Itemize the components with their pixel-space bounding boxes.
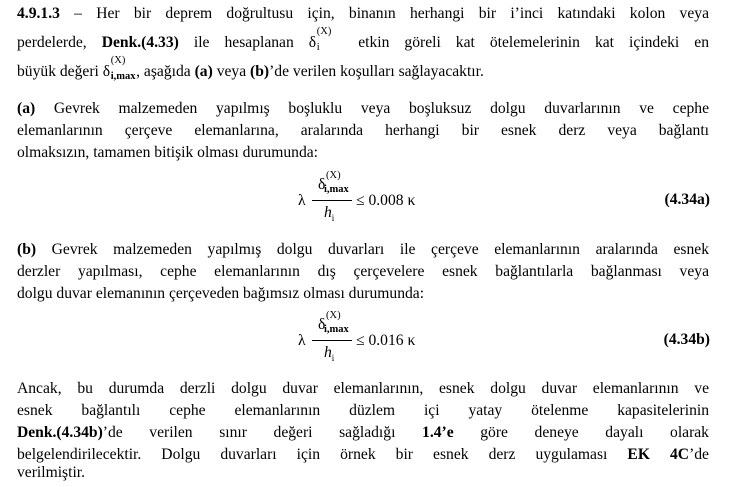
paragraph-2-line-2: elemanlarının çerçeve elemanlarına, aralarında herhangi bir esnek derz veya bağlantı (17, 122, 709, 139)
p2-l1b: Gevrek malzemeden yapılmış boşluklu veya boşluksuz dolgu duvarlarının ve cephe (53, 100, 710, 117)
ref-1-4: 1.4’e (422, 424, 454, 441)
p4-l4c: ’de (689, 446, 709, 463)
h-symbol: h (324, 204, 332, 221)
p3-l1b: Gevrek malzemeden yapılmış dolgu duvarları ile çerçeve elemanlarının aralarında esnek (51, 241, 709, 258)
delta-glyph: δ (318, 316, 326, 333)
fraction-numerator (312, 312, 354, 334)
equation-rhs: ≤ 0.008 κ (356, 192, 416, 209)
delta-superscript: (X) (110, 55, 126, 66)
item-b-label: (b) (17, 241, 37, 258)
h-symbol: h (324, 344, 332, 361)
paragraph-3-line-3: dolgu duvar elemanının çerçeveden bağımsız olması durumunda: (17, 285, 425, 302)
delta-subscript: i (316, 42, 320, 53)
section-number: 4.9.1.3 (17, 5, 60, 22)
paragraph-3-line-1 (17, 240, 709, 260)
delta-i-symbol (308, 26, 332, 53)
paragraph-4-line-5: verilmiştir. (17, 464, 86, 481)
p1-l2d: etkin göreli kat ötelemelerinin kat içindeki en (358, 34, 709, 51)
p1-l2c: ile hesaplanan (193, 34, 294, 51)
item-a-label: (a) (17, 100, 36, 117)
delta-glyph: δ (318, 176, 326, 193)
p1-l2a: perdelerde, (17, 34, 87, 51)
h-subscript: i (331, 213, 335, 224)
lambda-symbol: λ (298, 192, 306, 209)
paragraph-1-line-3 (17, 55, 484, 82)
h-subscript: i (331, 353, 335, 364)
fraction-bar (312, 200, 352, 201)
ref-b: (b) (250, 63, 270, 80)
paragraph-4-line-2: esnek bağlantılı cephe elemanlarının düzlem içi yatay ötelenme kapasitelerinin (17, 402, 709, 419)
paragraph-1-line-2 (17, 26, 709, 53)
p1-l3f: ’de verilen koşulları sağlayacaktır. (269, 63, 484, 80)
delta-superscript: (X) (326, 310, 341, 321)
equation-number-4-34a: (4.34a) (664, 191, 710, 208)
equation-number-4-34b: (4.34b) (663, 331, 710, 348)
ref-a: (a) (194, 63, 213, 80)
equation-4-34a (298, 170, 458, 228)
delta-glyph: δ (102, 63, 111, 80)
paragraph-4-line-4 (17, 445, 709, 465)
paragraph-2-line-1 (17, 99, 709, 119)
delta-subscript: i,max (324, 324, 349, 335)
fraction-numerator (312, 172, 354, 194)
equation-4-34b (298, 310, 458, 368)
delta-subscript: i,max (110, 71, 136, 82)
p1-l3b: , aşağıda (136, 63, 191, 80)
annex-ref-ek-4c: EK 4C (627, 446, 690, 463)
equation-rhs: ≤ 0.016 κ (356, 332, 416, 349)
p4-l4a: belgelendirilecektir. Dolgu duvarları için örnek bir esnek derz uygulaması (17, 446, 608, 463)
delta-superscript: (X) (326, 170, 341, 181)
paragraph-3-line-2: derzler yapılması, cephe elemanlarının dış çerçevelere esnek bağlantılarla bağlanması veya (17, 263, 709, 280)
paragraph-4-line-1: Ancak, bu durumda derzli dolgu duvar elemanlarının, esnek dolgu duvar elemanlarının ve (17, 380, 709, 397)
fraction-denominator (324, 344, 334, 363)
fraction-bar (312, 340, 352, 341)
fraction-denominator (324, 204, 334, 223)
p1-l3d: veya (216, 63, 247, 80)
p4-l3d: göre deneye dayalı olarak (480, 424, 709, 441)
p4-l3b: ’de verilen sınır değeri sağladığı (102, 424, 396, 441)
paragraph-2-line-3: olmaksızın, tamamen bitişik olması durumunda: (17, 144, 319, 161)
equation-ref-4-34b: Denk.(4.34b) (17, 424, 103, 441)
delta-subscript: i,max (324, 184, 349, 195)
lambda-symbol: λ (298, 332, 306, 349)
equation-ref-4-33: Denk.(4.33) (101, 34, 179, 51)
delta-imax-symbol (102, 55, 136, 82)
p1-line1-text: – Her bir deprem doğrultusu için, binanın herhangi bir i’inci katındaki kolon veya (59, 5, 709, 22)
delta-superscript: (X) (316, 26, 332, 37)
paragraph-1-line-1 (17, 4, 709, 24)
paragraph-4-line-3 (17, 423, 709, 443)
p1-l3a: büyük değeri (17, 63, 99, 80)
delta-glyph: δ (308, 34, 317, 51)
